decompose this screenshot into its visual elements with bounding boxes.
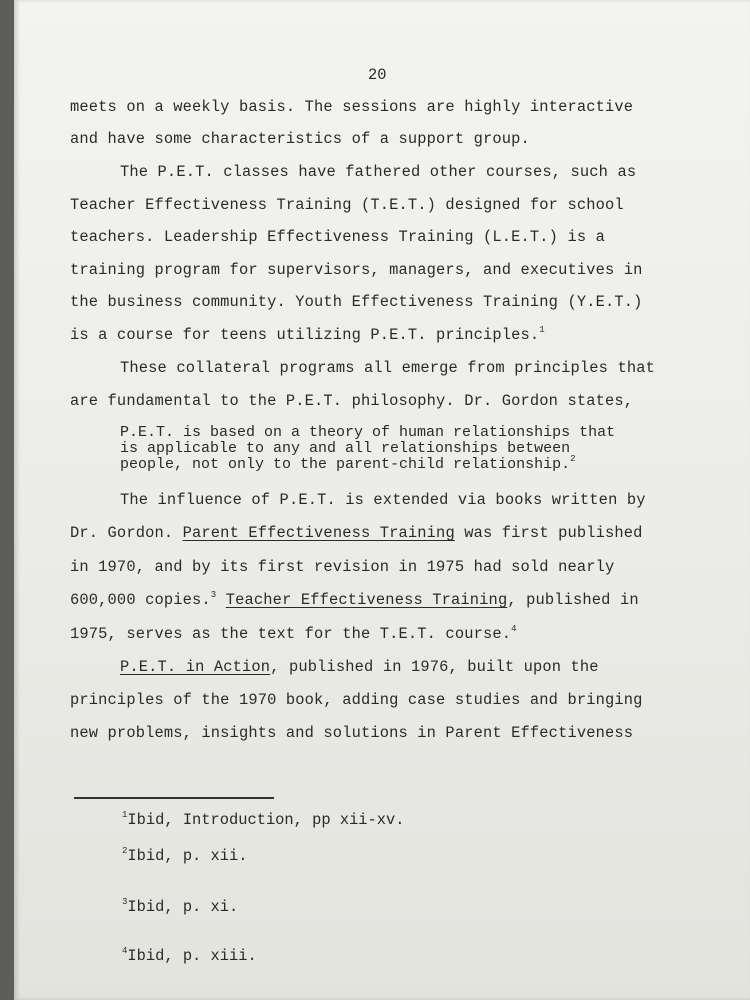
body-line: are fundamental to the P.E.T. philosophy. Dr. Gordon states, xyxy=(70,392,634,410)
footnote xyxy=(122,847,247,865)
footnote-ref: 4 xyxy=(511,624,517,634)
footnote-text: Ibid, p. xi. xyxy=(127,898,239,916)
page-number: 20 xyxy=(368,66,387,84)
body-line-text: 1975, serves as the text for the T.E.T. course. xyxy=(70,625,512,643)
footnote xyxy=(122,947,257,965)
footnote-text: Ibid, p. xii. xyxy=(127,847,248,865)
footnote-text: Ibid, p. xiii. xyxy=(127,947,257,965)
body-line-text: , published in xyxy=(507,591,639,609)
body-line: The P.E.T. classes have fathered other courses, such as xyxy=(120,163,637,181)
body-line: the business community. Youth Effectiveness Training (Y.E.T.) xyxy=(70,293,643,311)
body-line xyxy=(120,658,599,676)
body-line: principles of the 1970 book, adding case studies and bringing xyxy=(70,691,643,709)
footnote-ref: 3 xyxy=(210,590,217,600)
block-quote-line: is applicable to any and all relationships between xyxy=(120,440,571,457)
body-line-text: was first published xyxy=(454,524,643,542)
body-line: teachers. Leadership Effectiveness Training (L.E.T.) is a xyxy=(70,228,605,246)
block-quote-line xyxy=(120,454,576,473)
book-title: Parent Effectiveness Training xyxy=(182,524,455,542)
body-line-text: 600,000 copies. xyxy=(70,591,211,609)
book-title: Teacher Effectiveness Training xyxy=(225,591,508,609)
footnote xyxy=(122,898,238,916)
document-page xyxy=(14,0,750,1000)
body-line-text: Dr. Gordon. xyxy=(70,524,183,542)
block-quote-text: people, not only to the parent-child relationship. xyxy=(120,456,571,473)
footnote-ref: 2 xyxy=(570,454,576,464)
body-line: in 1970, and by its first revision in 1975 had sold nearly xyxy=(70,558,615,576)
body-line: These collateral programs all emerge from principles that xyxy=(120,359,655,377)
footnote-mark: 1 xyxy=(122,810,128,820)
body-line: The influence of P.E.T. is extended via books written by xyxy=(120,491,646,509)
body-line: meets on a weekly basis. The sessions are highly interactive xyxy=(70,98,634,116)
book-title: P.E.T. in Action xyxy=(120,658,271,676)
body-line: and have some characteristics of a support group. xyxy=(70,130,530,148)
footnote xyxy=(122,811,404,829)
body-line-text: , published in 1976, built upon the xyxy=(270,658,599,676)
body-line xyxy=(70,326,545,344)
body-line: new problems, insights and solutions in Parent Effectiveness xyxy=(70,724,634,742)
footnote-text: Ibid, Introduction, pp xii-xv. xyxy=(127,811,405,829)
footnote-ref: 1 xyxy=(539,325,545,335)
body-line xyxy=(70,524,643,542)
block-quote-line: P.E.T. is based on a theory of human relationships that xyxy=(120,424,616,441)
body-line-text: is a course for teens utilizing P.E.T. principles. xyxy=(70,326,540,344)
body-line: training program for supervisors, managers, and executives in xyxy=(70,261,643,279)
footnote-mark: 4 xyxy=(122,946,128,956)
footnote-divider xyxy=(74,797,274,799)
body-line xyxy=(70,625,517,643)
body-line xyxy=(70,591,639,609)
footnote-mark: 2 xyxy=(122,846,128,856)
footnote-mark: 3 xyxy=(122,897,128,907)
body-line: Teacher Effectiveness Training (T.E.T.) designed for school xyxy=(70,196,624,214)
